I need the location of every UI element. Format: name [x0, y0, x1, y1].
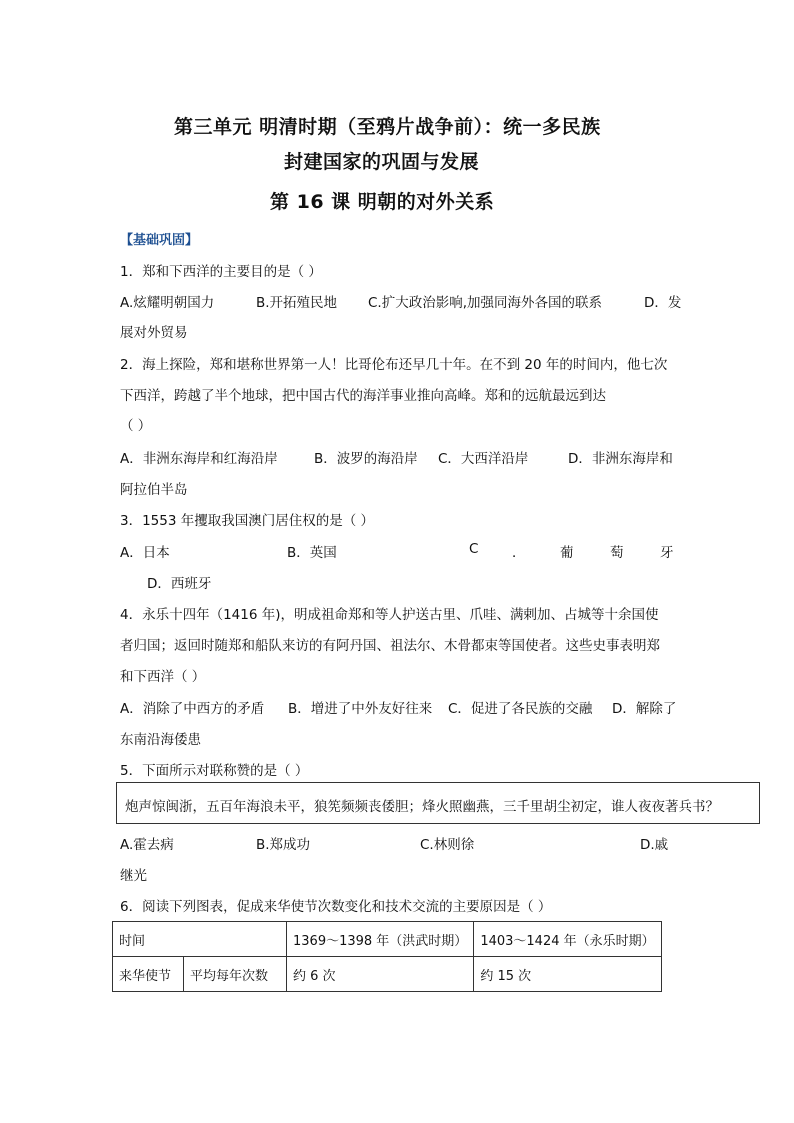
couplet-text: 炮声惊闽浙，五百年海浪未平，狼筅频频丧倭胆；烽火照幽燕，三千里胡尘初定，谁人夜夜著兵书？: [125, 799, 719, 815]
q3-option-c-char2: 萄: [610, 545, 624, 561]
table-cell-time-label: 时间: [113, 922, 287, 957]
q6-stem: 6．阅读下列图表，促成来华使节次数变化和技术交流的主要原因是（ ）: [120, 899, 552, 915]
q3-option-c-dot: ．: [512, 545, 526, 561]
section-label: 【基础巩固】: [120, 233, 199, 248]
q2-stem-line3: （ ）: [120, 418, 152, 434]
q3-option-c-letter: C: [469, 541, 479, 557]
q5-stem: 5．下面所示对联称赞的是（ ）: [120, 763, 309, 779]
q1-stem: 1．郑和下西洋的主要目的是（ ）: [120, 264, 322, 280]
envoy-table: [112, 921, 662, 992]
q4-option-a: A．消除了中西方的矛盾: [120, 701, 265, 717]
q3-option-a: A．日本: [120, 545, 170, 561]
q4-option-b: B．增进了中外友好往来: [288, 701, 433, 717]
q5-option-d: D.戚: [640, 837, 669, 853]
q2-option-b: B．波罗的海沿岸: [314, 451, 418, 467]
q3-option-c-char3: 牙: [660, 545, 674, 561]
unit-title-line1: 第三单元 明清时期（至鸦片战争前）：统一多民族: [174, 116, 601, 138]
q1-option-c: C.扩大政治影响,加强同海外各国的联系: [368, 295, 603, 311]
table-cell-hongwu-period: 1369～1398 年（洪武时期）: [287, 922, 474, 957]
q1-option-d-cont: 展对外贸易: [120, 325, 188, 341]
q4-stem-line2: 者归国；返回时随郑和船队来访的有阿丹国、祖法尔、木骨都束等国使者。这些史事表明郑: [120, 638, 660, 654]
q2-option-d: D．非洲东海岸和: [568, 451, 673, 467]
q1-option-d: D．发: [644, 295, 682, 311]
q3-stem: 3．1553 年攫取我国澳门居住权的是（ ）: [120, 513, 375, 529]
table-cell-hongwu-count: 约 6 次: [287, 957, 474, 992]
q3-option-d: D．西班牙: [147, 576, 212, 592]
table-cell-annual-count-label: 平均每年次数: [184, 957, 287, 992]
table-cell-yongle-period: 1403～1424 年（永乐时期）: [474, 922, 661, 957]
q4-option-c: C．促进了各民族的交融: [448, 701, 593, 717]
q4-stem-line1: 4．永乐十四年（1416 年)，明成祖命郑和等人护送古里、爪哇、满剌加、占城等十余国使: [120, 607, 659, 623]
table-cell-yongle-count: 约 15 次: [474, 957, 661, 992]
table-cell-envoy-label: 来华使节: [113, 957, 184, 992]
q1-option-b: B.开拓殖民地: [256, 295, 338, 311]
q2-option-d-cont: 阿拉伯半岛: [120, 482, 188, 498]
q3-option-b: B．英国: [287, 545, 337, 561]
q1-option-a: A.炫耀明朝国力: [120, 295, 215, 311]
q5-option-a: A.霍去病: [120, 837, 174, 853]
couplet-box: [116, 782, 760, 824]
q2-option-a: A．非洲东海岸和红海沿岸: [120, 451, 278, 467]
q5-option-d-cont: 继光: [120, 868, 147, 884]
q2-stem-line1: 2．海上探险，郑和堪称世界第一人！比哥伦布还早几十年。在不到 20 年的时间内，他七次: [120, 357, 668, 373]
q3-option-c-char1: 葡: [560, 545, 574, 561]
q5-option-c: C.林则徐: [420, 837, 475, 853]
q4-option-d: D．解除了: [612, 701, 677, 717]
q5-option-b: B.郑成功: [256, 837, 311, 853]
q2-option-c: C．大西洋沿岸: [438, 451, 529, 467]
q4-stem-line3: 和下西洋（ ）: [120, 669, 206, 685]
table-row: [113, 957, 662, 992]
q2-stem-line2: 下西洋，跨越了半个地球，把中国古代的海洋事业推向高峰。郑和的远航最远到达: [120, 388, 606, 404]
table-row: [113, 922, 662, 957]
unit-title-line2: 封建国家的巩固与发展: [284, 151, 480, 173]
lesson-title: 第 16 课 明朝的对外关系: [270, 191, 495, 213]
q4-option-d-cont: 东南沿海倭患: [120, 732, 201, 748]
